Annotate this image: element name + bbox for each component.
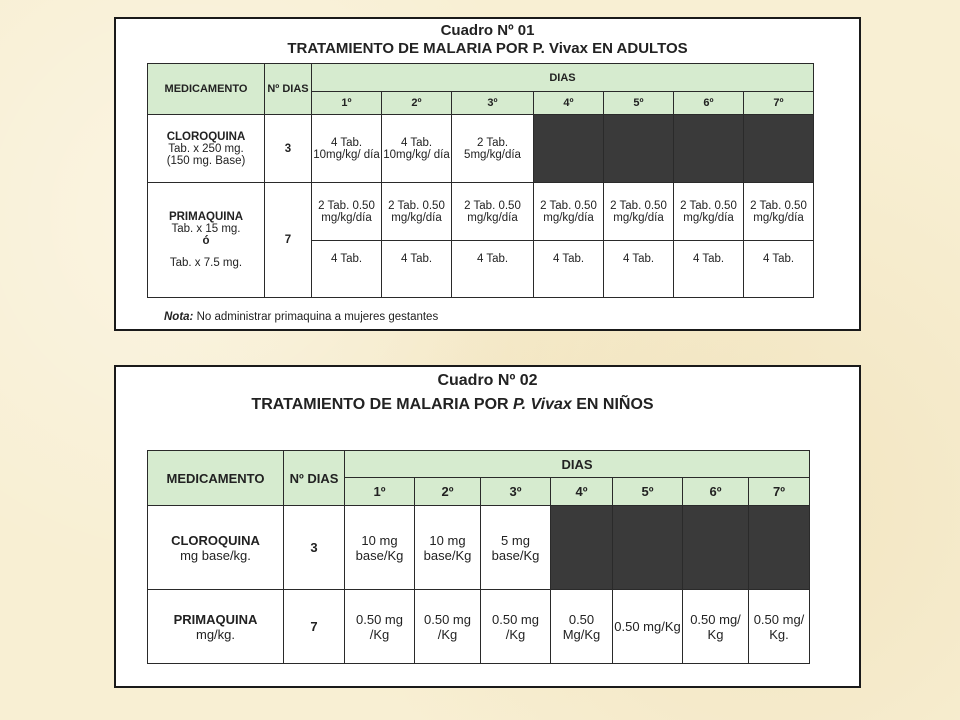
header-day: 4º [534,92,604,115]
header-day: 5º [604,92,674,115]
drug-detail: Tab. x 250 mg. [168,142,244,155]
children-treatment-table [147,450,810,664]
dose-cell: 0.50 mg /Kg [345,590,415,664]
title-post: EN NIÑOS [571,396,654,413]
header-dias: DIAS [345,451,810,478]
drug-detail: mg base/kg. [180,547,251,563]
dose-cell: 2 Tab. 0.50 mg/kg/día [744,183,814,241]
empty-dose-cell [749,506,810,590]
empty-dose-cell [613,506,683,590]
drug-name: PRIMAQUINA [168,211,244,223]
dose-cell: 2 Tab. 5mg/kg/día [452,115,534,183]
dose-cell: 0.50 mg/ Kg [683,590,749,664]
dose-cell: 4 Tab. [382,241,452,298]
note-label: Nota: [164,311,194,323]
header-day: 6º [674,92,744,115]
drug-name: CLOROQUINA [171,532,260,548]
dose-cell: 2 Tab. 0.50 mg/kg/día [312,183,382,241]
dose-cell: 4 Tab. [604,241,674,298]
dose-cell: 2 Tab. 0.50 mg/kg/día [382,183,452,241]
dose-cell: 0.50 mg /Kg [481,590,551,664]
dose-cell: 2 Tab. 0.50 mg/kg/día [604,183,674,241]
table-card-adults [114,17,861,331]
dose-cell: 0.50 Mg/Kg [551,590,613,664]
dose-cell: 4 Tab. [674,241,744,298]
empty-dose-cell [534,115,604,183]
n-dias-value: 3 [265,115,312,183]
dose-cell: 4 Tab. 10mg/kg/ día [382,115,452,183]
drug-detail: (150 mg. Base) [166,154,246,167]
empty-dose-cell [551,506,613,590]
dose-cell: 2 Tab. 0.50 mg/kg/día [534,183,604,241]
drug-cell-cloroquina [148,506,284,590]
table-title: TRATAMIENTO DE MALARIA POR P. Vivax EN ADULTOS [287,40,688,57]
table-card-children [114,365,861,688]
dose-cell: 4 Tab. [744,241,814,298]
adult-treatment-table [147,63,814,298]
header-day: 3º [452,92,534,115]
header-day: 6º [683,478,749,506]
header-n-dias: Nº DIAS [265,64,312,115]
drug-detail: Tab. x 7.5 mg. [169,257,243,269]
drug-detail: mg/kg. [195,626,235,642]
dose-cell: 5 mg base/Kg [481,506,551,590]
table-number: Cuadro Nº 02 [437,372,538,389]
drug-detail-or: ó [202,235,210,247]
header-n-dias: Nº DIAS [284,451,345,506]
dose-cell: 4 Tab. [534,241,604,298]
n-dias-value: 3 [284,506,345,590]
drug-detail: Tab. x 15 mg. [171,223,241,235]
dose-cell: 10 mg base/Kg [415,506,481,590]
header-day: 5º [613,478,683,506]
header-medicamento: MEDICAMENTO [148,451,284,506]
header-day: 2º [382,92,452,115]
drug-cell-cloroquina [148,115,265,183]
header-day: 7º [744,92,814,115]
header-day: 7º [749,478,810,506]
dose-cell: 2 Tab. 0.50 mg/kg/día [452,183,534,241]
title-italic: P. Vivax [513,396,572,413]
dose-cell: 4 Tab. 10mg/kg/ día [312,115,382,183]
dose-cell: 4 Tab. [452,241,534,298]
header-medicamento: MEDICAMENTO [148,64,265,115]
title-pre: TRATAMIENTO DE MALARIA POR [251,396,514,413]
header-day: 2º [415,478,481,506]
table-number: Cuadro Nº 01 [440,22,535,39]
dose-cell: 0.50 mg/ Kg. [749,590,810,664]
table-title [46,396,859,414]
header-dias: DIAS [312,64,814,92]
n-dias-value: 7 [284,590,345,664]
header-day: 3º [481,478,551,506]
drug-cell-primaquina [148,590,284,664]
dose-cell: 4 Tab. [312,241,382,298]
empty-dose-cell [683,506,749,590]
drug-name: CLOROQUINA [166,130,246,143]
dose-cell: 0.50 mg /Kg [415,590,481,664]
table-note [164,311,438,323]
dose-cell: 0.50 mg/Kg [613,590,683,664]
header-day: 1º [345,478,415,506]
empty-dose-cell [744,115,814,183]
dose-cell: 10 mg base/Kg [345,506,415,590]
drug-cell-primaquina [148,183,265,298]
dose-cell: 2 Tab. 0.50 mg/kg/día [674,183,744,241]
drug-name: PRIMAQUINA [173,611,258,627]
n-dias-value: 7 [265,183,312,298]
note-text: No administrar primaquina a mujeres gestantes [193,311,439,323]
header-day: 1º [312,92,382,115]
header-day: 4º [551,478,613,506]
empty-dose-cell [674,115,744,183]
empty-dose-cell [604,115,674,183]
